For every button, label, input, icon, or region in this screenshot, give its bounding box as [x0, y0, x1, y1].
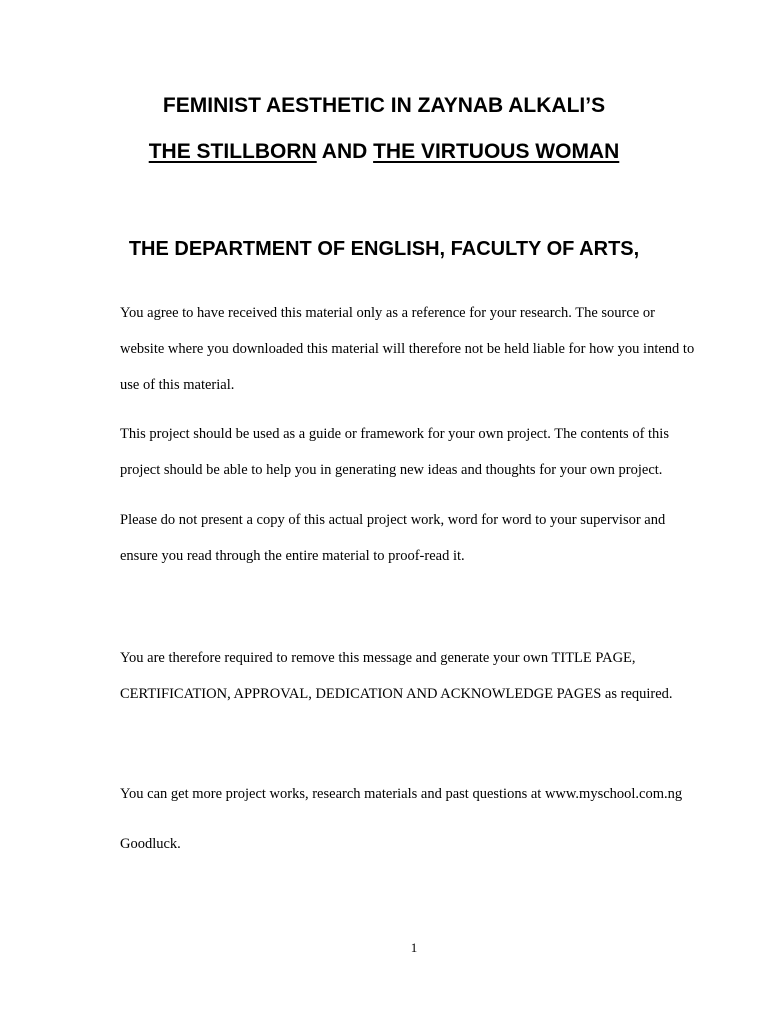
department-heading: THE DEPARTMENT OF ENGLISH, FACULTY OF ARTS, — [128, 238, 640, 260]
paragraph-line: You agree to have received this material only as a reference for your research. The source or — [120, 305, 655, 321]
closing-paragraph — [120, 826, 720, 862]
paragraph-line: ensure you read through the entire material to proof-read it. — [120, 548, 465, 564]
website-paragraph — [120, 776, 720, 812]
warning-paragraph — [120, 502, 720, 574]
paragraph-line: website where you downloaded this material will therefore not be held liable for how you intend to — [120, 341, 695, 357]
paragraph-line: Please do not present a copy of this actual project work, word for word to your supervisor and — [120, 512, 666, 528]
paragraph-line: You can get more project works, research materials and past questions at www.myschool.com.ng — [120, 786, 683, 802]
title-conjunction: AND — [316, 140, 374, 163]
document-subtitle — [0, 140, 768, 164]
document-title: FEMINIST AESTHETIC IN ZAYNAB ALKALI’S — [162, 94, 606, 117]
work-title-virtuous-woman: THE VIRTUOUS WOMAN — [373, 140, 620, 163]
guide-paragraph — [120, 416, 720, 488]
paragraph-line: You are therefore required to remove this message and generate your own TITLE PAGE, — [120, 650, 636, 666]
disclaimer-paragraph — [120, 295, 720, 403]
instruction-paragraph — [120, 640, 720, 712]
work-title-stillborn: THE STILLBORN — [148, 140, 317, 163]
paragraph-line: This project should be used as a guide or framework for your own project. The contents of this — [120, 426, 669, 442]
paragraph-line: Goodluck. — [120, 836, 181, 852]
paragraph-line: CERTIFICATION, APPROVAL, DEDICATION AND ACKNOWLEDGE PAGES as required. — [120, 686, 673, 702]
page-number: 1 — [410, 940, 418, 955]
paragraph-line: use of this material. — [120, 377, 235, 393]
paragraph-line: project should be able to help you in generating new ideas and thoughts for your own project. — [120, 462, 663, 478]
